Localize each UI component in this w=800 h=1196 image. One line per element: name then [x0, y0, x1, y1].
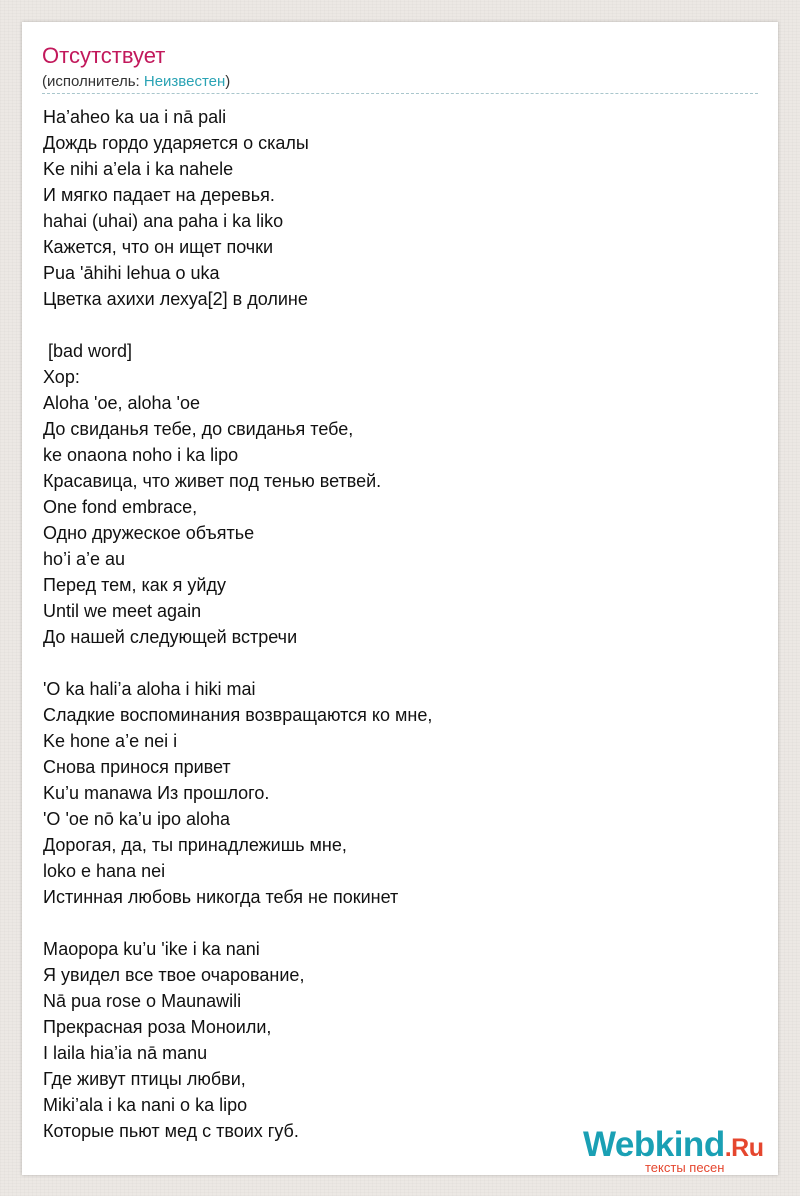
lyric-line: Я увидел все твое очарование, [43, 965, 305, 985]
logo-name: Webkind [583, 1125, 725, 1164]
lyric-line: ho’i a’e au [43, 549, 126, 569]
lyric-line: loko e hana nei [43, 861, 166, 881]
lyric-line: Истинная любовь никогда тебя не покинет [43, 887, 399, 907]
lyric-line: Одно дружеское объятье [43, 523, 255, 543]
artist-line [42, 72, 230, 92]
lyric-line: Цветка ахихи лехуа[2] в долине [43, 289, 308, 309]
lyric-line: Дорогая, да, ты принадлежишь мне, [43, 835, 347, 855]
lyric-line: До нашей следующей встречи [43, 627, 298, 647]
lyric-line: Которые пьют мед с твоих губ. [43, 1121, 299, 1141]
song-title: Отсутствует [42, 43, 166, 68]
lyrics-text [43, 104, 763, 1144]
lyric-line: Pua 'āhihi lehua o uka [43, 263, 220, 283]
lyric-line: Ku’u manawa Из прошлого. [43, 783, 270, 803]
lyric-line: Перед тем, как я уйду [43, 575, 226, 595]
lyric-line: Дождь гордо ударяется о скалы [43, 133, 309, 153]
lyrics-sheet [22, 22, 778, 1175]
artist-prefix: (исполнитель: [42, 73, 144, 90]
lyric-line: И мягко падает на деревья. [43, 185, 275, 205]
artist-link[interactable]: Неизвестен [143, 73, 226, 90]
lyric-line: Прекрасная роза Моноили, [43, 1017, 272, 1037]
lyric-line: До свиданья тебе, до свиданья тебе, [43, 419, 354, 439]
lyric-line: Сладкие воспоминания возвращаются ко мне, [43, 705, 433, 725]
lyric-line [43, 910, 763, 936]
lyric-line: [bad word] [43, 341, 133, 361]
lyric-line: Miki’ala i ka nani o ka lipo [43, 1095, 248, 1115]
artist-suffix: ) [225, 73, 231, 90]
lyric-line [43, 650, 763, 676]
lyric-line: Кажется, что он ищет почки [43, 237, 274, 257]
lyric-line: Nā pua rose o Maunawili [43, 991, 242, 1011]
lyric-line: Until we meet again [43, 601, 202, 621]
lyric-line: Снова принося привет [43, 757, 231, 777]
lyric-line: Красавица, что живет под тенью ветвей. [43, 471, 382, 491]
lyric-line: 'O ka hali’a aloha i hiki mai [43, 679, 256, 699]
site-logo[interactable] [583, 1125, 783, 1175]
lyric-line: Ke nihi a’ela i ka nahele [43, 159, 234, 179]
lyric-line: One fond embrace, [43, 497, 198, 517]
logo-tagline: тексты песен [645, 1160, 725, 1175]
header-divider [42, 93, 758, 94]
lyric-line: Где живут птицы любви, [43, 1069, 246, 1089]
lyric-line: Aloha 'oe, aloha 'oe [43, 393, 200, 413]
logo-suffix: .Ru [724, 1134, 764, 1162]
lyric-line: Хор: [43, 367, 80, 387]
lyric-line: I laila hia’ia nā manu [43, 1043, 208, 1063]
lyric-line [43, 312, 763, 338]
lyric-line: 'O 'oe nō ka’u ipo aloha [43, 809, 231, 829]
lyric-line: Ha’aheo ka ua i nā pali [43, 107, 227, 127]
lyric-line: hahai (uhai) ana paha i ka liko [43, 211, 284, 231]
lyric-line: Ke hone a’e nei i [43, 731, 178, 751]
lyric-line: ke onaona noho i ka lipo [43, 445, 239, 465]
lyric-line: Маорора ku’u 'ike i ka nani [43, 939, 260, 959]
